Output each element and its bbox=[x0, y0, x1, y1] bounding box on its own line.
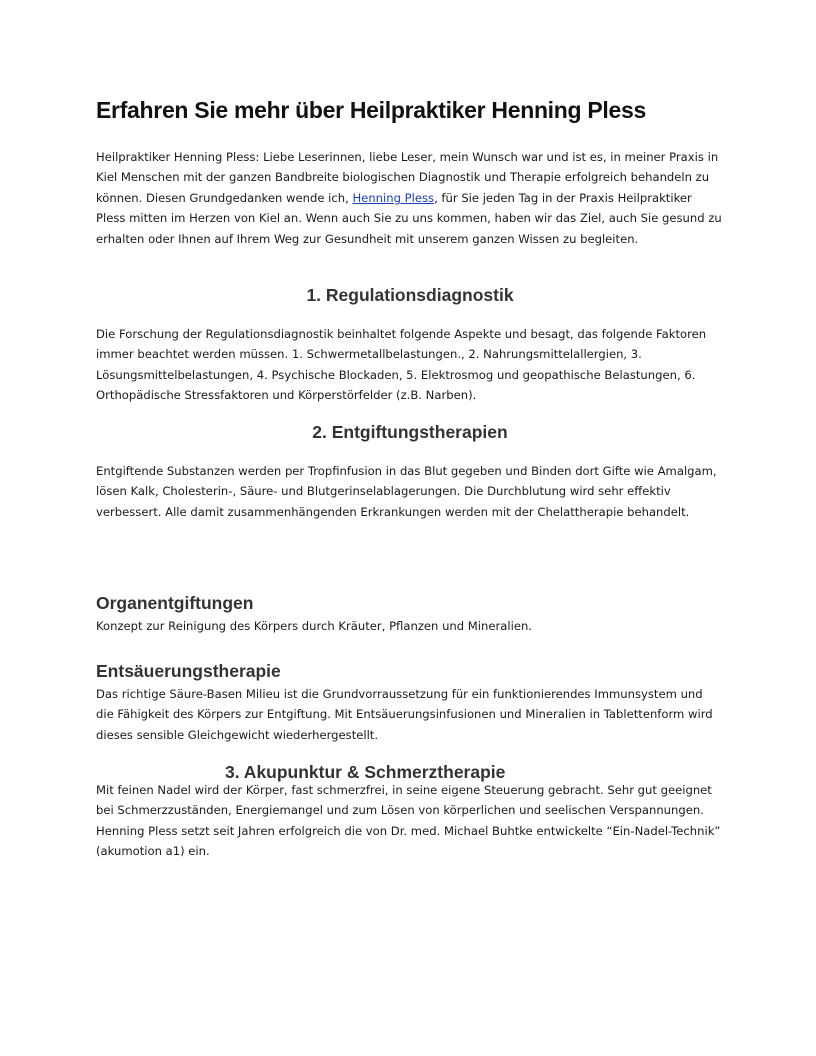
acupuncture-heading: 3. Akupunktur & Schmerztherapie bbox=[225, 762, 506, 782]
henning-pless-link[interactable]: Henning Pless bbox=[352, 190, 435, 205]
regulation-paragraph: Die Forschung der Regulationsdiagnostik beinhaltet folgende Aspekte und besagt, das folgende Faktoren immer beachtet werden müssen. 1. Schwermetallbelastungen., 2. Nahrungsmittelallergien, 3. Lösungsmittelbelastungen, 4. Psychische Blockaden, 5. Elektrosmog und geopathische Belastungen, 6. Orthopädische Stressfaktoren und Körperstörfelder (z.B. Narben). bbox=[96, 327, 707, 403]
deacid-paragraph: Das richtige Säure-Basen Milieu ist die Grundvorraussetzung für ein funktionierendes Immunsystem und die Fähigkeit des Körpers zur Entgiftung. Mit Entsäuerungsinfusionen und Mineralien in Tablettenform wird dieses sensible Gleichgewicht wiederhergestellt. bbox=[96, 687, 713, 742]
detox-paragraph: Entgiftende Substanzen werden per Tropfinfusion in das Blut gegeben und Binden dort Gifte wie Amalgam, lösen Kalk, Cholesterin-, Säure- und Blutgerinselablagerungen. Die Durchblutung wird sehr effektiv verbessert. Alle damit zusammenhängenden Erkrankungen werden mit der Chelattherapie behandelt. bbox=[96, 464, 717, 519]
regulation-heading: 1. Regulationsdiagnostik bbox=[306, 285, 514, 305]
intro-text-after-link: , für Sie jeden Tag in der Praxis Heilpraktiker Pless mitten im Herzen von Kiel an. Wenn auch Sie zu uns kommen, haben wir das Ziel, auch Sie gesund zu erhalten oder Ihnen auf Ihrem Weg zur Gesundheit mit unserem ganzen Wissen zu begleiten. bbox=[96, 190, 722, 246]
page-title: Erfahren Sie mehr über Heilpraktiker Henning Pless bbox=[96, 97, 646, 123]
intro-paragraph bbox=[96, 147, 724, 249]
organ-detox-heading: Organentgiftungen bbox=[96, 593, 254, 613]
deacid-heading: Entsäuerungstherapie bbox=[96, 661, 281, 681]
acupuncture-paragraph: Mit feinen Nadel wird der Körper, fast schmerzfrei, in seine eigene Steuerung gebracht. Sehr gut geeignet bei Schmerzzuständen, Energiemangel und zum Lösen von körperlichen und seelischen Verspannungen. Henning Pless setzt seit Jahren erfolgreich die von Dr. med. Michael Buhtke entwickelte “Ein-Nadel-Technik” (akumotion a1) ein. bbox=[96, 783, 721, 859]
organ-detox-paragraph: Konzept zur Reinigung des Körpers durch Kräuter, Pflanzen und Mineralien. bbox=[96, 619, 532, 633]
detox-heading: 2. Entgiftungstherapien bbox=[312, 422, 508, 442]
intro-text-before-link: Heilpraktiker Henning Pless: Liebe Leserinnen, liebe Leser, mein Wunsch war und ist es, in meiner Praxis in Kiel Menschen mit der ganzen Bandbreite biologischen Diagnostik und Therapie erfolgreich behandeln zu können. Diesen Grundgedanken wende ich, bbox=[96, 150, 719, 205]
